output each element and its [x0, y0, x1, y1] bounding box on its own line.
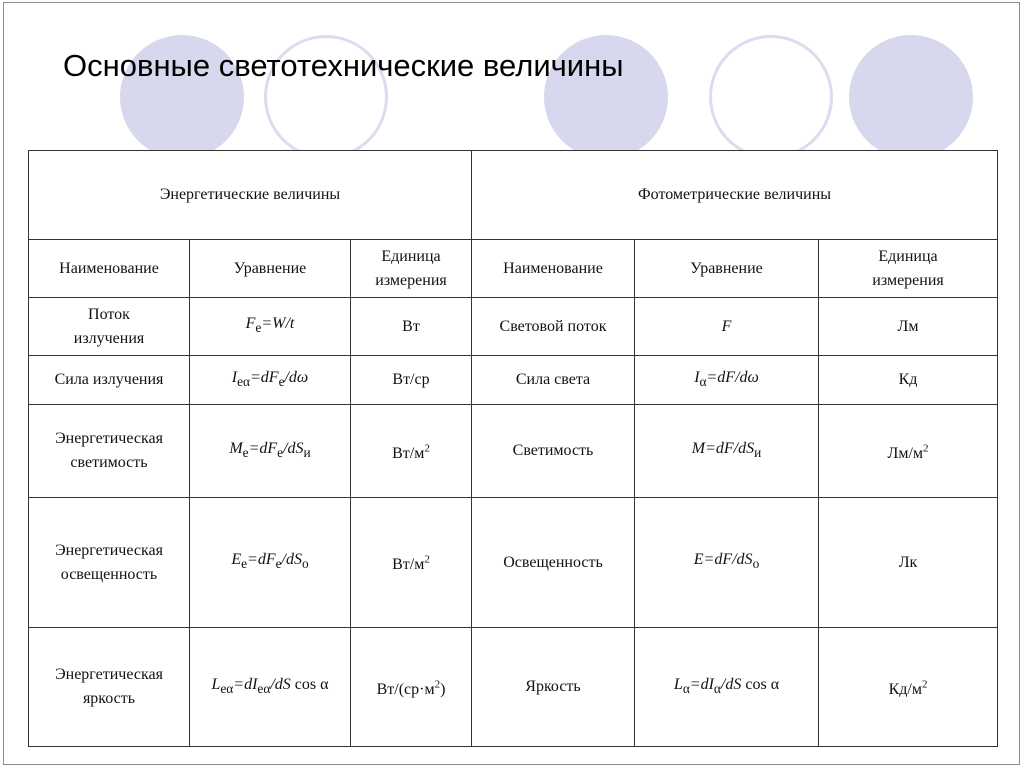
- formula-subscript: и: [754, 445, 762, 461]
- formula-subscript: e: [242, 445, 249, 461]
- column-header-label: Уравнение: [233, 259, 307, 277]
- quantity-name: Энергетическая освещенность: [55, 541, 163, 583]
- formula-text: $E=dF/dS_о$: [693, 551, 760, 572]
- unit-superscript: 2: [923, 442, 929, 455]
- quantity-name: Энергетическая яркость: [55, 666, 163, 707]
- table-row: [29, 405, 998, 498]
- photometric-name-cell: [472, 405, 635, 498]
- photometric-name-cell: [472, 628, 635, 747]
- column-header: [472, 240, 635, 298]
- column-header-label: Единица измерения: [375, 247, 447, 289]
- column-header: [29, 240, 190, 298]
- formula-trig: cos α: [741, 675, 780, 693]
- unit-text: Лм: [897, 317, 919, 335]
- unit-superscript: 2: [424, 553, 430, 566]
- energetic-name-cell: [29, 356, 190, 405]
- energetic-name-cell: [29, 298, 190, 356]
- formula-subscript: и: [303, 445, 311, 461]
- table-row: [29, 298, 998, 356]
- formula-text: F: [721, 317, 732, 335]
- photometric-equation-cell: [635, 628, 819, 747]
- formula-subscript: eα: [257, 681, 271, 697]
- formula-subscript: α: [699, 374, 707, 390]
- unit-text: $Лм/м^2$: [887, 442, 929, 462]
- energetic-name-cell: [29, 498, 190, 628]
- formula-text: $F_e=W/t$: [245, 315, 295, 336]
- decor-circle-4: [709, 35, 833, 159]
- formula-subscript: α: [713, 681, 721, 697]
- photometric-unit-cell: [819, 298, 998, 356]
- unit-text: $Вт/м^2$: [392, 442, 430, 462]
- unit-text: $Вт/м^2$: [392, 553, 430, 574]
- unit-text: $Вт/(ср\cdot м^2)$: [376, 678, 446, 698]
- photometric-unit-cell: [819, 498, 998, 628]
- photometric-unit-cell: [819, 405, 998, 498]
- photometric-unit-cell: [819, 356, 998, 405]
- energetic-group-header: [29, 151, 472, 240]
- column-header-label: Наименование: [503, 259, 603, 277]
- formula-text: $E_e=dF_e/dS_о$: [231, 551, 309, 572]
- unit-superscript: 2: [921, 678, 928, 691]
- formula-text: $M_e=dF_e/dS_и$: [229, 439, 311, 461]
- unit-text: Кд: [898, 371, 918, 388]
- column-header: [819, 240, 998, 298]
- formula-subscript: о: [301, 556, 309, 572]
- column-header: [190, 240, 351, 298]
- photometric-equation-cell: [635, 298, 819, 356]
- column-header: [351, 240, 472, 298]
- quantity-name: Сила света: [515, 371, 591, 388]
- formula-text: $I_{e\alpha}=dF_e/d\omega$: [231, 368, 309, 390]
- formula-text: $M=dF/dS_и$: [691, 439, 762, 461]
- quantity-name: Поток излучения: [73, 305, 145, 347]
- column-header-label: Наименование: [59, 259, 159, 277]
- quantity-name: Светимость: [512, 442, 594, 459]
- quantity-name: Энергетическая светимость: [55, 430, 163, 471]
- column-header-row: [29, 240, 998, 298]
- formula-trig: cos α: [290, 675, 329, 693]
- energetic-unit-cell: [351, 298, 472, 356]
- unit-superscript: 2: [424, 442, 430, 455]
- table-row: [29, 498, 998, 628]
- formula-text: $L_\alpha=dI_\alpha/dS$ cos α: [673, 675, 780, 697]
- energetic-equation-cell: [190, 356, 351, 405]
- column-header-label: Единица измерения: [872, 247, 944, 289]
- energetic-name-cell: [29, 628, 190, 747]
- decor-circle-5: [849, 35, 973, 159]
- formula-subscript: eα: [220, 681, 234, 697]
- energetic-equation-cell: [190, 298, 351, 356]
- formula-subscript: eα: [237, 374, 250, 390]
- table-row: [29, 628, 998, 747]
- formula-subscript: e: [255, 320, 262, 336]
- formula-subscript: e: [241, 556, 248, 572]
- table-row: [29, 356, 998, 405]
- quantity-name: Яркость: [525, 678, 581, 695]
- energetic-group-label: Энергетические величины: [159, 186, 341, 203]
- quantities-table: [28, 150, 998, 747]
- photometric-equation-cell: [635, 405, 819, 498]
- group-header-row: [29, 151, 998, 240]
- energetic-unit-cell: [351, 498, 472, 628]
- photometric-equation-cell: [635, 356, 819, 405]
- energetic-unit-cell: [351, 628, 472, 747]
- unit-text: $Кд/м^2$: [888, 678, 928, 698]
- unit-text: Лк: [898, 553, 918, 571]
- photometric-group-label: Фотометрические величины: [638, 186, 832, 203]
- energetic-equation-cell: [190, 628, 351, 747]
- energetic-name-cell: [29, 405, 190, 498]
- unit-text: Вт/ср: [392, 371, 430, 388]
- energetic-unit-cell: [351, 356, 472, 405]
- photometric-group-header: [472, 151, 998, 240]
- energetic-unit-cell: [351, 405, 472, 498]
- photometric-name-cell: [472, 498, 635, 628]
- formula-subscript: о: [752, 556, 760, 572]
- photometric-equation-cell: [635, 498, 819, 628]
- quantity-name: Световой поток: [499, 317, 607, 335]
- formula-subscript: e: [277, 445, 284, 461]
- formula-subscript: α: [682, 681, 690, 697]
- unit-text: Вт: [402, 317, 420, 335]
- formula-text: $L_{e\alpha}=dI_{e\alpha}/dS$ cos α: [211, 675, 329, 697]
- formula-text: $I_\alpha=dF/d\omega$: [694, 368, 759, 390]
- energetic-equation-cell: [190, 405, 351, 498]
- formula-subscript: e: [275, 556, 282, 572]
- quantity-name: Освещенность: [503, 553, 603, 571]
- formula-subscript: e: [278, 374, 285, 390]
- energetic-equation-cell: [190, 498, 351, 628]
- photometric-name-cell: [472, 356, 635, 405]
- slide-title: Основные светотехнические величины: [63, 48, 624, 83]
- quantity-name: Сила излучения: [54, 371, 164, 388]
- column-header-label: Уравнение: [690, 259, 763, 277]
- column-header: [635, 240, 819, 298]
- photometric-name-cell: [472, 298, 635, 356]
- unit-superscript: 2: [434, 678, 441, 691]
- photometric-unit-cell: [819, 628, 998, 747]
